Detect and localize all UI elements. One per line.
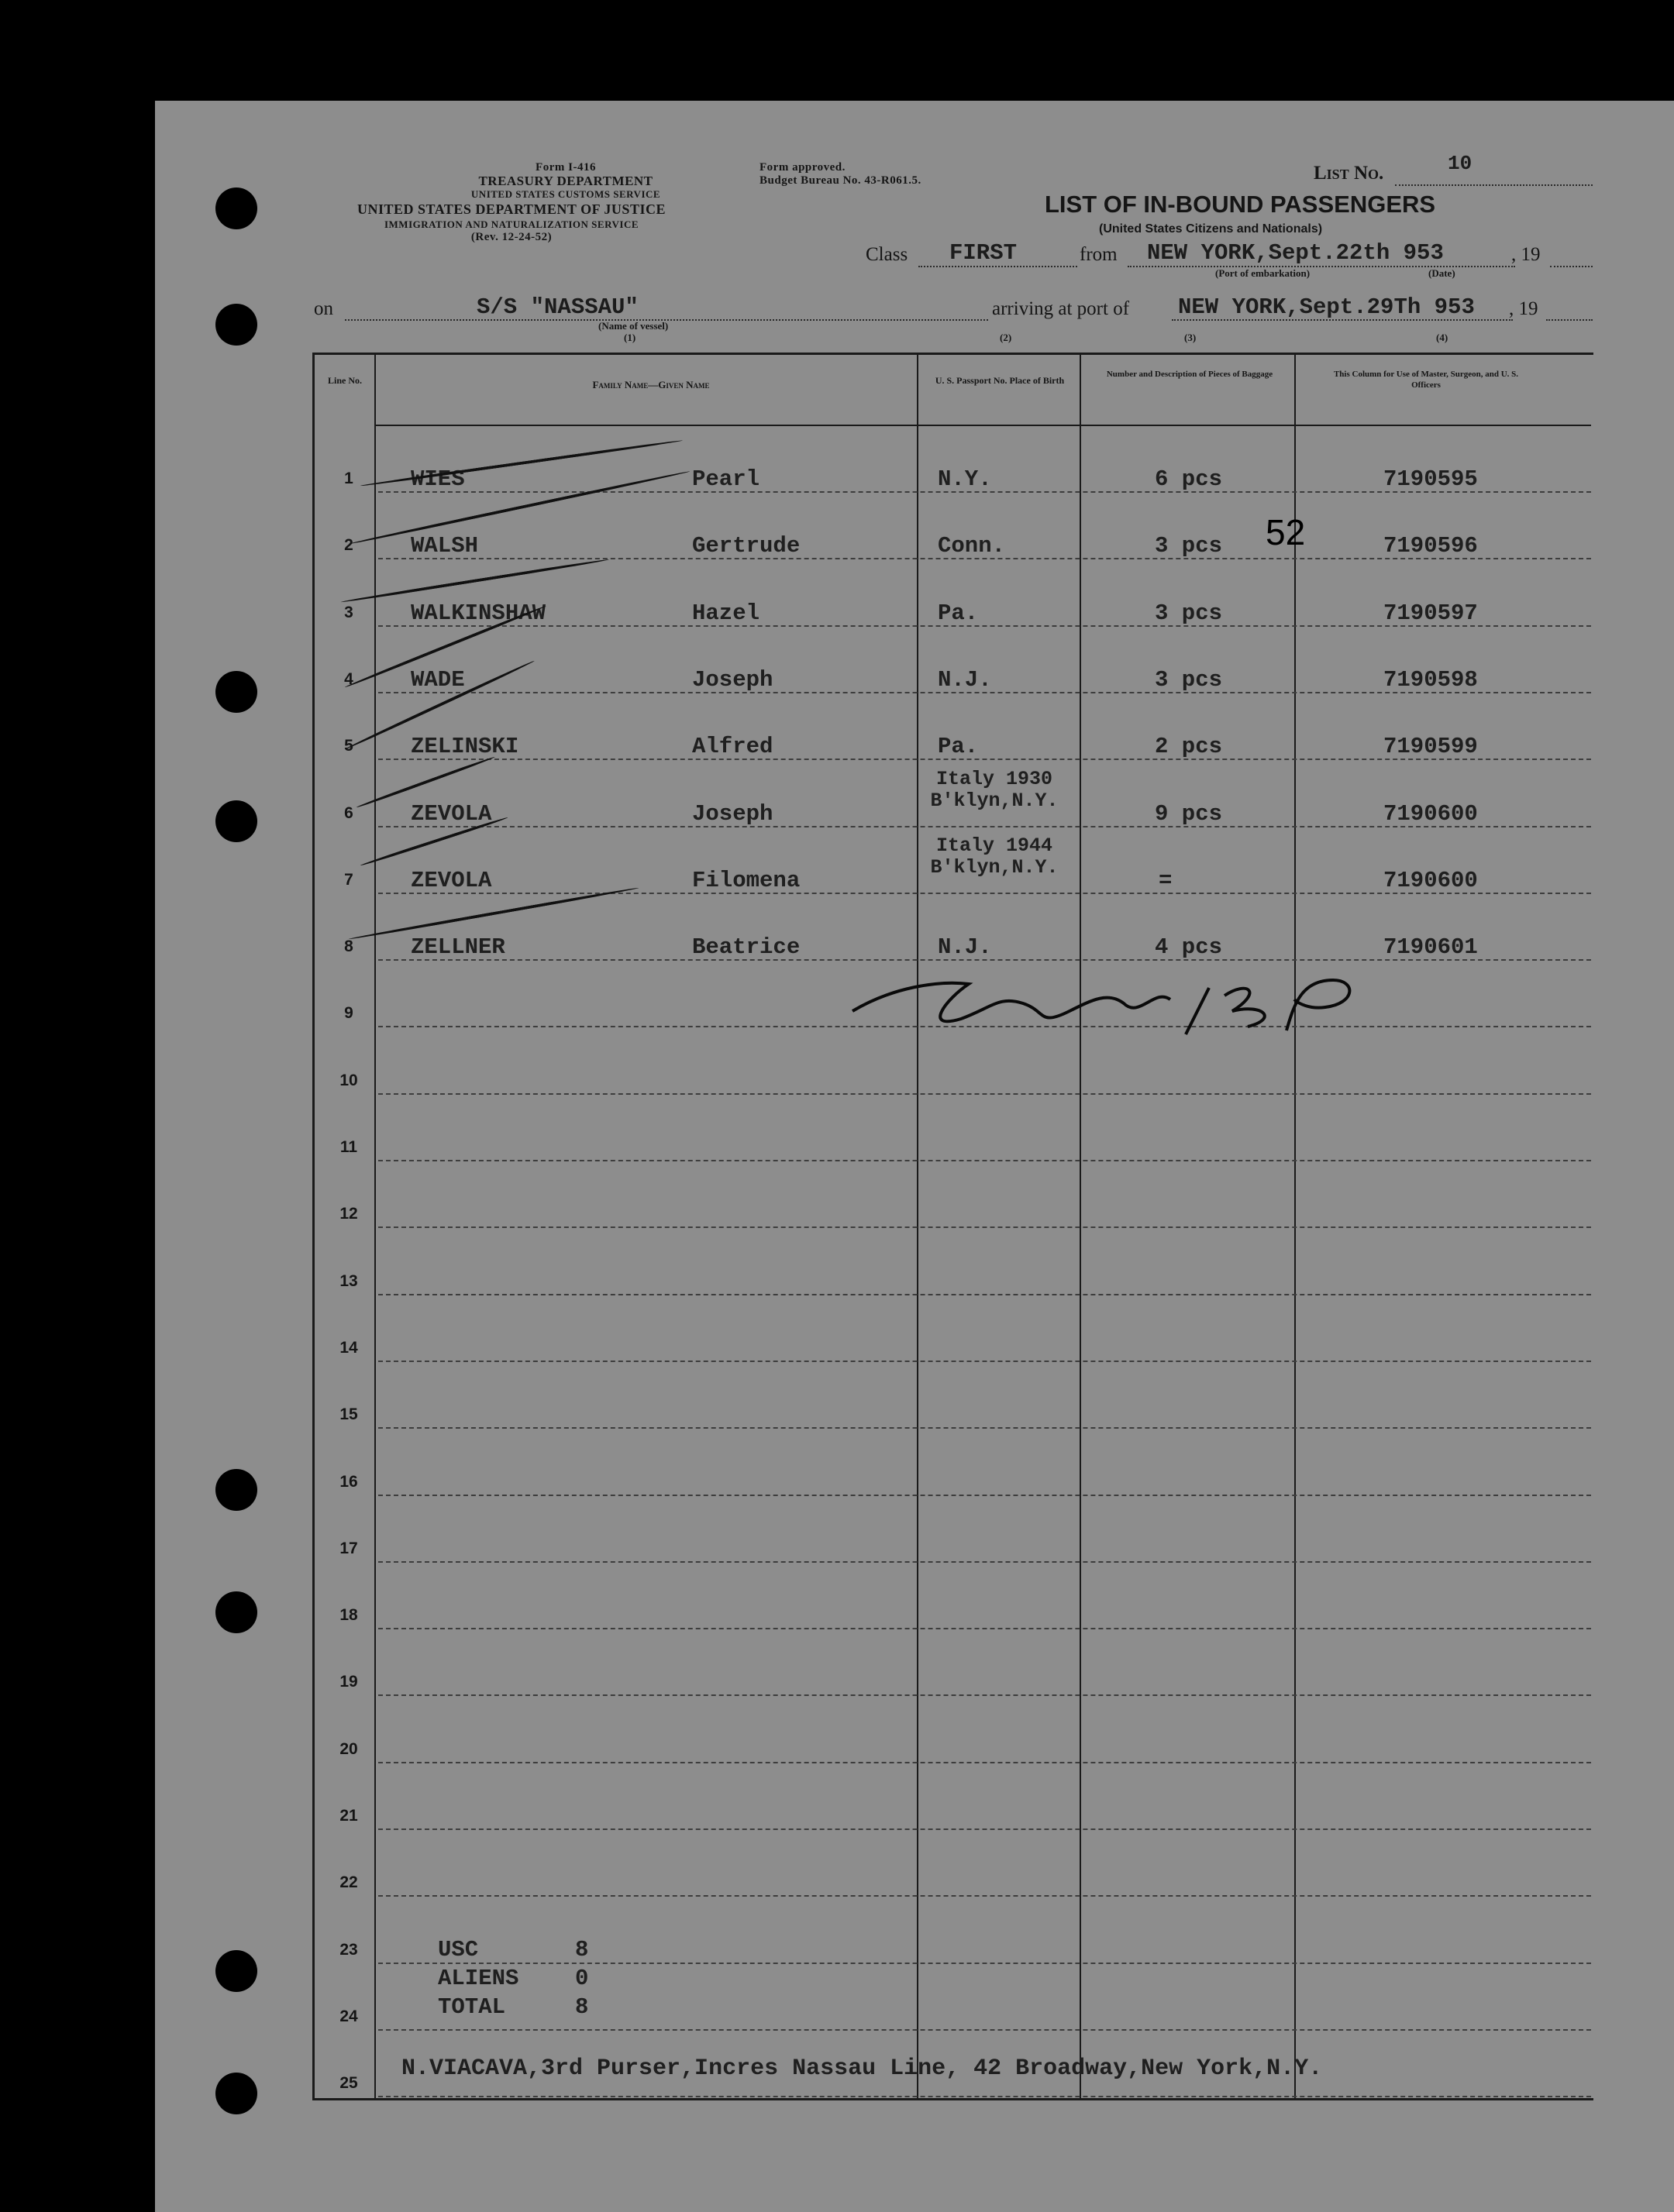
row-number: 20: [339, 1739, 358, 1758]
row-given-name: Hazel: [692, 600, 760, 626]
row-number: 5: [344, 737, 353, 755]
row-baggage: =: [1159, 867, 1173, 893]
row-rule: [378, 1160, 1591, 1161]
row-family-name: ZELLNER: [411, 934, 505, 961]
row-number: 22: [339, 1873, 358, 1892]
col-divider: [374, 353, 376, 2100]
col-header-officers: This Column for Use of Master, Surgeon, and U. S. Officers: [1333, 370, 1519, 390]
revision-date: (Rev. 12-24-52): [470, 231, 553, 243]
col-num-2: (2): [1000, 332, 1012, 343]
row-rule: [378, 1828, 1591, 1830]
row-baggage: 3 pcs: [1155, 600, 1223, 626]
row-baggage: 9 pcs: [1155, 800, 1223, 827]
row-birth-place: N.J.: [938, 666, 992, 693]
usc-label: USC: [438, 1937, 479, 1963]
row-rule: [378, 1495, 1591, 1496]
row-number: 11: [339, 1138, 358, 1156]
row-number: 4: [344, 669, 353, 688]
row-number: 25: [339, 2074, 358, 2093]
punch-hole: [215, 1591, 257, 1633]
year-suffix-1: , 19: [1511, 244, 1541, 265]
punch-hole: [215, 1469, 257, 1511]
row-given-name: Filomena: [692, 867, 801, 893]
row-family-name: WALSH: [411, 533, 479, 559]
class-value: FIRST: [949, 240, 1018, 266]
row-rule: [378, 1361, 1591, 1362]
port-caption: (Port of embarkation): [1215, 267, 1311, 279]
row-birth-place: Conn.: [938, 533, 1006, 559]
list-no-value: 10: [1448, 152, 1472, 175]
form-number: Form I-416: [536, 161, 596, 174]
on-label: on: [314, 298, 333, 319]
row-number: 3: [344, 603, 353, 621]
col-header-line: Line No.: [327, 375, 362, 386]
purser-signature-line: N.VIACAVA,3rd Purser,Incres Nassau Line, 42 Broadway,New York,N.Y.: [401, 2055, 1323, 2082]
row-baggage: 4 pcs: [1155, 934, 1223, 961]
row-given-name: Alfred: [692, 734, 773, 760]
row-number: 14: [339, 1338, 358, 1357]
usc-value: 8: [575, 1937, 589, 1963]
row-officer-number: 7190596: [1383, 533, 1478, 559]
annotation-52: 52: [1266, 512, 1306, 552]
list-no-label: List No.: [1314, 163, 1384, 184]
year-line-1: [1550, 266, 1593, 267]
aliens-value: 0: [575, 1966, 589, 1991]
row-rule: [378, 1963, 1591, 1964]
row-number: 13: [339, 1271, 358, 1290]
col-header-passport: U. S. Passport No. Place of Birth: [935, 375, 1065, 386]
row-rule: [378, 1093, 1591, 1095]
row-birth-place: N.Y.: [938, 466, 992, 492]
row-number: 17: [339, 1539, 358, 1557]
row-baggage: 2 pcs: [1155, 734, 1223, 760]
row-given-name: Joseph: [692, 666, 773, 693]
row-given-name: Gertrude: [692, 533, 801, 559]
row-number: 21: [339, 1807, 358, 1825]
arriving-value: NEW YORK,Sept.29Th 953: [1178, 294, 1475, 320]
row-number: 24: [339, 2007, 358, 2025]
row-number: 15: [339, 1405, 358, 1424]
from-line: [1128, 266, 1515, 267]
row-number: 12: [339, 1205, 358, 1223]
from-value: NEW YORK,Sept.22th 953: [1147, 240, 1444, 266]
row-family-name: WALKINSHAW: [411, 600, 546, 626]
row-rule: [378, 1895, 1591, 1897]
col-num-4: (4): [1436, 332, 1448, 343]
punch-hole: [215, 671, 257, 713]
row-officer-number: 7190597: [1383, 600, 1478, 626]
row-officer-number: 7190600: [1383, 867, 1478, 893]
row-number: 16: [339, 1472, 358, 1491]
row-number: 7: [344, 870, 353, 889]
document-title: LIST OF IN-BOUND PASSENGERS: [1045, 191, 1436, 218]
vessel-caption: (Name of vessel): [598, 320, 669, 332]
row-family-name: WADE: [411, 666, 465, 693]
row-given-name: Pearl: [692, 466, 760, 492]
row-family-name: ZEVOLA: [411, 867, 492, 893]
row-rule: [378, 1628, 1591, 1629]
total-value: 8: [575, 1994, 589, 2020]
row-number: 10: [339, 1071, 358, 1089]
vessel-name: S/S "NASSAU": [477, 294, 639, 320]
document-subtitle: (United States Citizens and Nationals): [1099, 222, 1323, 236]
officer-signature: [845, 957, 1372, 1042]
punch-hole: [215, 187, 257, 229]
row-officer-number: 7190595: [1383, 466, 1478, 492]
row-rule: [378, 1294, 1591, 1295]
row-baggage: 3 pcs: [1155, 666, 1223, 693]
form-approved: Form approved.: [760, 161, 846, 174]
list-no-line: [1395, 184, 1593, 186]
col-header-baggage: Number and Description of Pieces of Baggage: [1106, 370, 1273, 379]
immigration-service: IMMIGRATION AND NATURALIZATION SERVICE: [384, 218, 639, 230]
year-line-2: [1546, 319, 1593, 321]
row-officer-number: 7190601: [1383, 934, 1478, 961]
punch-hole: [215, 1950, 257, 1992]
aliens-label: ALIENS: [438, 1966, 519, 1991]
row-baggage: 3 pcs: [1155, 533, 1223, 559]
row-number: 18: [339, 1606, 358, 1625]
row-number: 9: [344, 1004, 353, 1023]
total-label: TOTAL: [438, 1994, 506, 2020]
col-num-1: (1): [624, 332, 636, 343]
row-rule: [378, 1694, 1591, 1696]
row-number: 2: [344, 536, 353, 555]
row-birth-place: Italy 1930 B'klyn,N.Y.: [930, 767, 1059, 812]
row-rule: [378, 2096, 1591, 2097]
arriving-label: arriving at port of: [992, 298, 1130, 319]
year-suffix-2: , 19: [1509, 298, 1538, 319]
from-label: from: [1080, 244, 1118, 265]
row-family-name: WIES: [411, 466, 465, 492]
class-label: Class: [866, 244, 908, 265]
col-header-name: Family Name—Given Name: [592, 379, 710, 390]
col-num-3: (3): [1184, 332, 1197, 343]
class-line: [918, 266, 1077, 267]
row-number: 23: [339, 1940, 358, 1959]
date-caption: (Date): [1428, 267, 1455, 279]
customs-service: UNITED STATES CUSTOMS SERVICE: [470, 188, 661, 200]
row-birth-place: Pa.: [938, 600, 979, 626]
row-birth-place: Italy 1944 B'klyn,N.Y.: [930, 834, 1059, 879]
punch-hole: [215, 800, 257, 842]
row-number: 8: [344, 937, 353, 956]
row-rule: [378, 1561, 1591, 1563]
row-officer-number: 7190599: [1383, 734, 1478, 760]
punch-hole: [215, 2073, 257, 2114]
row-family-name: ZEVOLA: [411, 800, 492, 827]
punch-hole: [215, 304, 257, 346]
row-officer-number: 7190598: [1383, 666, 1478, 693]
row-number: 1: [344, 470, 353, 487]
row-number: 19: [339, 1673, 358, 1691]
row-baggage: 6 pcs: [1155, 466, 1223, 492]
row-number: 6: [344, 803, 353, 822]
row-rule: [378, 1762, 1591, 1763]
row-officer-number: 7190600: [1383, 800, 1478, 827]
row-family-name: ZELINSKI: [411, 734, 519, 760]
row-birth-place: Pa.: [938, 734, 979, 760]
budget-bureau: Budget Bureau No. 43-R061.5.: [760, 174, 921, 187]
header-divider: [374, 425, 1591, 426]
department-of-justice: UNITED STATES DEPARTMENT OF JUSTICE: [357, 201, 666, 217]
treasury-department: TREASURY DEPARTMENT: [478, 174, 653, 188]
row-birth-place: N.J.: [938, 934, 992, 961]
row-given-name: Joseph: [692, 800, 773, 827]
row-rule: [378, 1427, 1591, 1429]
row-given-name: Beatrice: [692, 934, 801, 961]
row-rule: [378, 1226, 1591, 1228]
row-rule: [378, 2029, 1591, 2031]
